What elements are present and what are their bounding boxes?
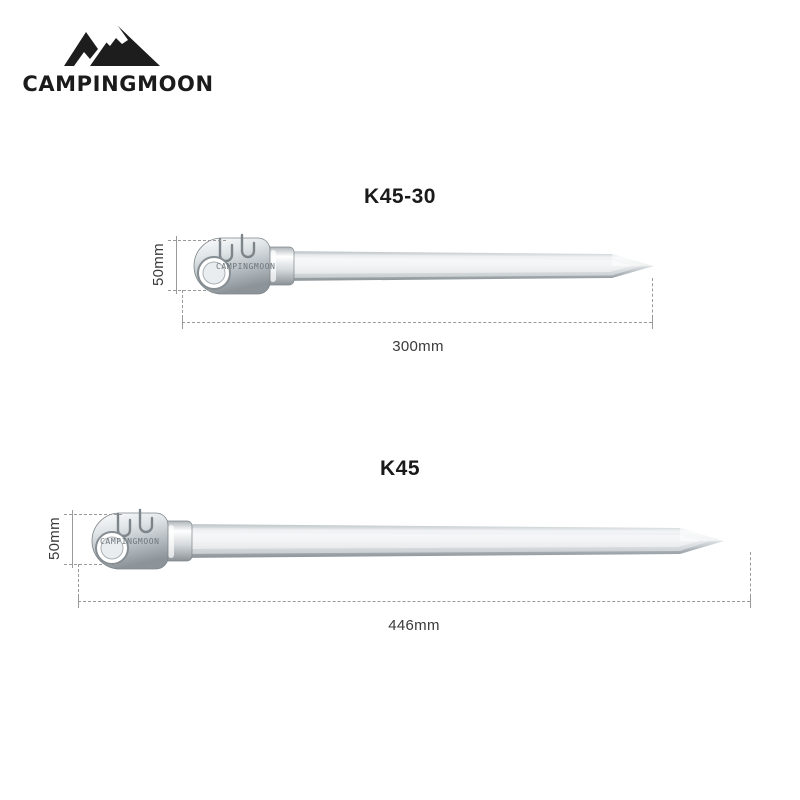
dim-tick-left-k45-30: [182, 316, 183, 329]
engraving-text: CAMPINGMOON: [100, 537, 160, 546]
height-label-k45-30: 50mm: [150, 243, 167, 287]
length-label-k45: 446mm: [388, 617, 440, 634]
product-title: K45: [379, 457, 421, 480]
brand-name: CAMPINGMOON: [22, 72, 214, 96]
dim-tick-right-k45: [750, 595, 751, 608]
brand-logo: [18, 22, 218, 102]
dim-tick-left-k45: [78, 595, 79, 608]
mountain-logo-icon: [60, 22, 164, 68]
dim-line-length-k45: [78, 601, 750, 602]
product-title: K45-30: [364, 185, 436, 208]
dim-tick-right-k45-30: [652, 316, 653, 329]
length-label-k45-30: 300mm: [392, 338, 444, 355]
stake-illustration-k45: [78, 497, 768, 592]
stake-illustration-k45-30: [180, 225, 700, 315]
dim-line-length-k45-30: [182, 322, 652, 323]
height-label-k45: 50mm: [46, 517, 63, 561]
dim-tick-vertical-k45: [72, 510, 73, 568]
dim-tick-vertical-k45-30: [176, 236, 177, 294]
engraving-text: CAMPINGMOON: [216, 262, 276, 271]
